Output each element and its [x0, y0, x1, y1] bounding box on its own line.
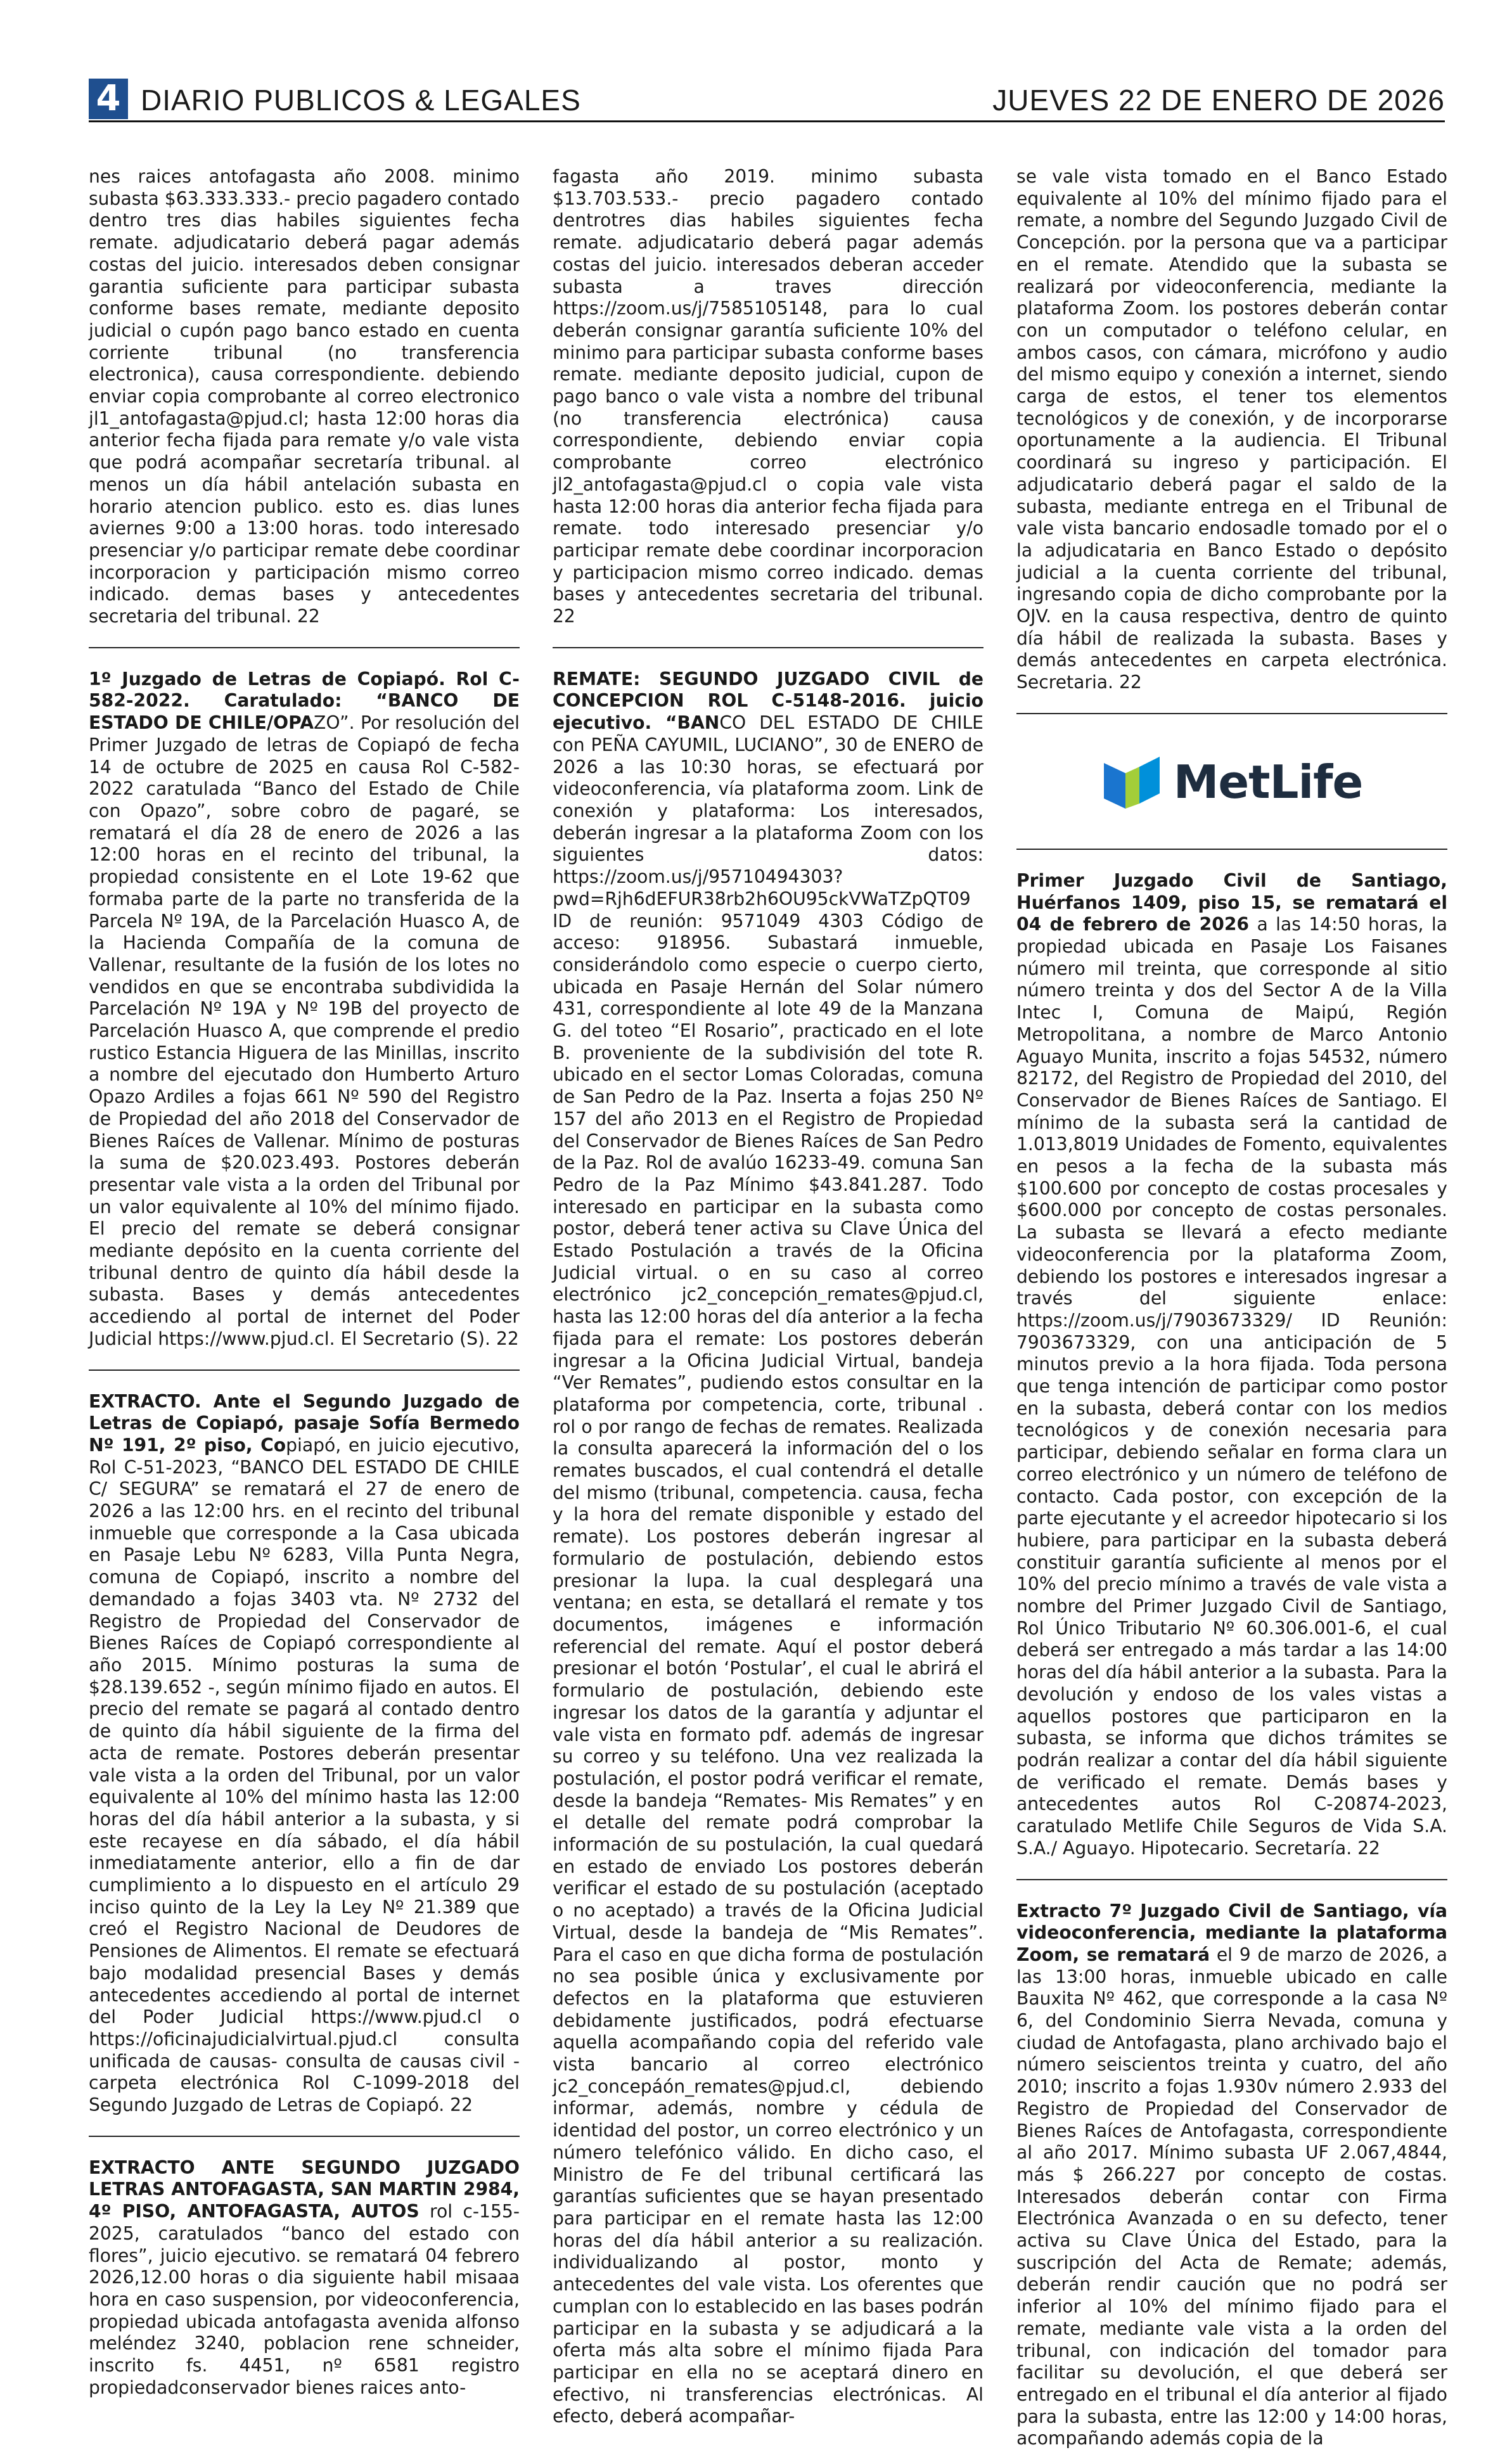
notice-heading: Primer Juzgado Civil de Santiago, Huérfanos 1409, piso 15, se rematará el 04 de febrero de 2026 [1016, 869, 1447, 935]
notice-heading: EXTRACTO ANTE SEGUNDO JUZGADO LETRAS ANTOFAGASTA, SAN MARTIN 2984, 4º PISO, ANTOFAGASTA, AUTOS [89, 2157, 520, 2222]
header-rule [89, 120, 1445, 122]
notice-divider [1016, 849, 1447, 850]
notice-body: se vale vista tomado en el Banco Estado equivalente al 10% del mínimo fijado para el remate, a nombre del Segundo Juzgado Civil de Concepción. por la persona que va a participar en el remate. Atendido que la subasta se realizará por videoconferencia, mediante la plataforma Zoom. los postores deberán contar con un computador o teléfono celular, en ambos casos, con cámara, micrófono y audio del mismo equipo y conexión a internet, siendo carga de estos, el tener tos elementos tecnológicos y de conexión, y de incorporarse oportunamente a la audiencia. El Tribunal coordinará su ingreso y participación. El adjudicatario deberá pagar el saldo de la subasta, mediante entrega en el Tribunal de vale vista bancario endosadle tomado por el o la adjudicataria en Banco Estado o depósito judicial a la cuenta corriente del tribunal, ingresando copia de dicho comprobante por la OJV. en la causa respectiva, dentro de quinto día hábil de realizada la subasta. Bases y demás antecedentes en carpeta electrónica. Secretaria. 22 [1016, 166, 1447, 693]
notice-divider [1016, 713, 1447, 714]
notice-heading: REMATE: SEGUNDO JUZGADO CIVIL de CONCEPCION ROL C-5148-2016. juicio ejecutivo. “BAN [553, 668, 983, 734]
notice-heading: EXTRACTO. Ante el Segundo Juzgado de Letras de Copiapó, pasaje Sofía Bermedo Nº 191, 2º piso, Co [89, 1390, 520, 1456]
notice-body: a las 14:50 horas, la propiedad ubicada en Pasaje Los Faisanes número mil treinta, que corresponde al sitio número treinta y dos del Sector A de la Villa Intec I, Comuna de Maipú, Región Metropolitana, a nombre de Marco Antonio Aguayo Munita, inscrito a fojas 54532, número 82172, del Registro de Propiedad del 2010, del Conservador de Bienes Raíces de Santiago. El mínimo de la subasta será la cantidad de 1.013,8019 Unidades de Fomento, equivalentes en pesos a la fecha de la subasta más $100.600 por concepto de costas procesales y $600.000 por concepto de costas personales. La subasta se llevará a efecto mediante videoconferencia por la plataforma Zoom, debiendo los postores e interesados ingresar a través del siguiente enlace: https://zoom.us/j/7903673329/ ID Reunión: 7903673329, con una anticipación de 5 minutos previo a la hora fijada. Toda persona que tenga intención de participar como postor en la subasta, deberá contar con los medios tecnológicos y de conexión necesaria para participar, debiendo señalar en forma clara un correo electrónico y un número de teléfono de contacto. Cada postor, con excepción de la parte ejecutante y el acreedor hipotecario si los hubiere, para participar en la subasta deberá constituir garantía suficiente al menos por el 10% del precio mínimo a través de vale vista a nombre del Primer Juzgado Civil de Santiago, Rol Único Tributario Nº 60.306.001-6, el cual deberá ser entregado a más tardar a las 14:00 horas del día hábil anterior a la subasta. Para la devolución y endoso de los vales vistas a aquellos postores que participaron en la subasta, se informa que dichos trámites se podrán realizar a contar del día hábil siguiente de verificado el remate. Demás bases y antecedentes autos Rol C-20874-2023, caratulado Metlife Chile Seguros de Vida S.A. S.A./ Aguayo. Hipotecario. Secretaría. 22 [1016, 914, 1447, 1859]
metlife-logo-text: MetLife [1173, 755, 1363, 809]
issue-date: JUEVES 22 DE ENERO DE 2026 [992, 84, 1445, 117]
notice-heading: Extracto 7º Juzgado Civil de Santiago, vía videoconferencia, mediante la plataforma Zoom, se rematará [1016, 1900, 1447, 1965]
notice-body: el 9 de marzo de 2026, a las 13:00 horas, inmueble ubicado en calle Bauxita Nº 462, que corresponde a la casa Nº 6, del Condominio Sierra Nevada, comuna y ciudad de Antofagasta, plano archivado bajo el número seiscientos treinta y cuatro, del año 2010; inscrito a fojas 1.930v número 2.933 del Registro de Propiedad del Conservador de Bienes Raíces de Antofagasta, correspondiente al año 2017. Mínimo subasta UF 2.067,4844, más $ 266.227 por concepto de costas. Interesados deberán contar con Firma Electrónica Avanzada o en su defecto, tener activa su Clave Única del Estado, para la suscripción del Acta de Remate; además, deberán rendir caución que no podrá ser inferior al 10% del mínimo fijado para el remate, mediante vale vista a la orden del tribunal, con indicación del tomador para facilitar su devolución, el que deberá ser entregado en el tribunal el día anterior al fijado para la subasta, entre las 12:00 y 14:00 horas, acompañando además copia de la [1016, 1944, 1447, 2449]
notice-antofagasta [89, 2157, 520, 2399]
notice-body: rol c-155-2025, caratulados “banco del estado con flores”, juicio ejecutivo. se rematará 04 febrero 2026,12.00 horas o dia siguiente habil misaaa hora en caso suspension, por videoconferencia, propiedad ubicada antofagasta avenida alfonso meléndez 3240, poblacion rene schneider, inscrito fs. 4451, nº 6581 registro propiedadconservador bienes raices anto- [89, 2201, 520, 2398]
page-header [89, 79, 1445, 119]
notice-continuation [553, 166, 983, 628]
page-number: 4 [89, 79, 128, 119]
notice-body: ZO”. Por resolución del Primer Juzgado de letras de Copiapó de fecha 14 de octubre de 2025 en causa Rol C-582-2022 caratulada “Banco del Estado de Chile con Opazo”, sobre cobro de pagaré, se rematará el día 28 de enero de 2026 a las 12:00 horas en el recinto del tribunal, la propiedad consistente en el Lote 19-62 que formaba parte de la parte no transferida de la Parcela Nº 19A, de la Parcelación Huasco A, de la Hacienda Compañía de la comuna de Vallenar, resultante de la fusión de los lotes no vendidos en que se encontraba subdividida la Parcelación Nº 19A y Nº 19B del proyecto de Parcelación Huasco A, que comprende el predio rustico Estancia Higuera de las Minillas, inscrito a nombre del ejecutado don Humberto Arturo Opazo Ardiles a fojas 661 Nº 590 del Registro de Propiedad del año 2018 del Conservador de Bienes Raíces de Vallenar. Mínimo de posturas la suma de $20.023.493. Postores deberán presentar vale vista a la orden del Tribunal por un valor equivalente al 10% del mínimo fijado. El precio del remate se deberá consignar mediante depósito en la cuenta corriente del tribunal dentro de quinto día hábil desde la subasta. Bases y demás antecedentes accediendo al portal de internet del Poder Judicial https://www.pjud.cl. El Secretario (S). 22 [89, 712, 520, 1349]
notice-body: CO DEL ESTADO DE CHILE con PEÑA CAYUMIL, LUCIANO”, 30 de ENERO de 2026 a las 10:30 horas, se efectuará por videoconferencia, vía plataforma zoom. Link de conexión y plataforma: Los interesados, deberán ingresar a la plataforma Zoom con los siguientes datos: https://zoom.us/j/95710494303?pwd=Rjh6dEFUR38rb2h6OU95ckVWaTZpQT09 ID de reunión: 9571049 4303 Código de acceso: 918956. Subastará inmueble, considerándolo como especie o cuerpo cierto, ubicada en Pasaje Hernán del Solar número 431, correspondiente al lote 49 de la Manzana G. del toteo “El Rosario”, practicado en el lote B. proveniente de la subdivisión del tote R. ubicado en el sector Lomas Coloradas, comuna de San Pedro de la Paz. Inserta a fojas 250 Nº 157 del año 2013 en el Registro de Propiedad del Conservador de Bienes Raíces de San Pedro de la Paz. Rol de avalúo 16233-49. comuna San Pedro de la Paz Mínimo $43.841.287. Todo interesado en participar en la subasta como postor, deberá tener activa su Clave Única del Estado Postulación a través de la Oficina Judicial virtual. o en su caso al correo electrónico jc2_concepción_remates@pjud.cl, hasta las 12:00 horas del día anterior a la fecha fijada para el remate: Los postores deberán ingresar a la Oficina Judicial Virtual, bandeja “Ver Remates”, pudiendo estos consultar en la plataforma por competencia, corte, tribunal . rol o por rango de fechas de remates. Realizada la consulta aparecerá la información del o los remates buscados, el cual contendrá el detalle del mismo (tribunal, competencia. causa, fecha y la hora del remate disponible y estado del remate). Los postores deberán ingresar al formulario de postulación, debiendo estos presionar la lupa. la cual desplegará una ventana; en esta, se detallará el remate y tos documentos, imágenes e información referencial del remate. Aquí el postor deberá presionar el botón ‘Postular’, el cual le abrirá el formulario de postulación, debiendo este ingresar los datos de la garantía y adjuntar el vale vista en formato pdf. además de ingresar su correo y su teléfono. Una vez realizada la postulación, el postor podrá verificar el remate, desde la bandeja “Remates- Mis Remates” y en el detalle del remate podrá comprobar la información de su postulación, la cual quedará en estado de enviado Los postores deberán verificar el estado de su postulación (aceptado o no aceptado) a través de la Oficina Judicial Virtual, desde la bandeja de “Mis Remates”. Para el caso en que dicha forma de postulación no sea posible única y exclusivamente por defectos en la plataforma que estuvieren debidamente justificados, podrá efectuarse aquella acompañando copia del referido vale vista bancario al correo electrónico jc2_concepáón_remates@pjud.cl, debiendo informar, además, nombre y cédula de identidad del postor, un correo electrónico y un número telefónico válido. En dicho caso, el Ministro de Fe del tribunal certificará las garantías suficientes que se hayan presentado para participar en el remate hasta las 12:00 horas del día hábil anterior a su realización. individualizando al postor, monto y antecedentes del vale vista. Los oferentes que cumplan con lo establecido en las bases podrán participar en la subasta y se adjudicará a la oferta más alta sobre el mínimo fijada Para participar en ella no se aceptará dinero en efectivo, ni transferencias electrónicas. Al efecto, deberá acompañar- [553, 712, 983, 2427]
metlife-logo-icon [1101, 752, 1162, 812]
notice-body: nes raices antofagasta año 2008. minimo subasta $63.333.333.- precio pagadero contado dentro tres dias habiles siguientes fecha remate. adjudicatario deberá pagar además costas del juicio. interesados deben consignar garantia suficiente para participar subasta conforme bases remate, mediante deposito judicial o cupón pago banco estado en cuenta corriente tribunal (no transferencia electronica), causa correspondiente. debiendo enviar copia comprobante al correo electronico jl1_antofagasta@pjud.cl; hasta 12:00 horas dia anterior fecha fijada para remate y/o vale vista que podrá acompañar secretaría tribunal. al menos un día hábil antelación subasta en horario atencion publico. esto es. dias lunes aviernes 9:00 a 13:00 horas. todo interesado presenciar y/o participar remate debe coordinar incorporacion y participación mismo correo indicado. demas bases y antecedentes secretaria del tribunal. 22 [89, 166, 520, 627]
notice-body: piapó, en juicio ejecutivo, Rol C-51-2023, “BANCO DEL ESTADO DE CHILE C/ SEGURA” se rematará el 27 de enero de 2026 a las 12:00 hrs. en el recinto del tribunal inmueble que corresponde a la Casa ubicada en Pasaje Lebu Nº 6283, Villa Punta Negra, comuna de Copiapó, inscrito a nombre del demandado a fojas 3403 vta. Nº 2732 del Registro de Propiedad del Conservador de Bienes Raíces de Copiapó correspondiente al año 2015. Mínimo posturas la suma de $28.139.652 -, según mínimo fijado en autos. El precio del remate se pagará al contado dentro de quinto día hábil siguiente de la firma del acta de remate. Postores deberán presentar vale vista a la orden del Tribunal, por un valor equivalente al 10% del mínimo hasta las 12:00 horas del día hábil anterior a la subasta, y si este recayese en día sábado, el día hábil inmediatamente anterior, ello a fin de dar cumplimiento a lo dispuesto en el artículo 29 inciso quinto de la Ley la Ley Nº 21.389 que creó el Registro Nacional de Deudores de Pensiones de Alimentos. El remate se efectuará bajo modalidad presencial Bases y demás antecedentes accediendo al portal de internet del Poder Judicial https://www.pjud.cl o https://oficinajudicialvirtual.pjud.cl consulta unificada de causas- consulta de causas civil - carpeta electrónica Rol C-1099-2018 del Segundo Juzgado de Letras de Copiapó. 22 [89, 1434, 520, 2116]
notice-heading: 1º Juzgado de Letras de Copiapó. Rol C-582-2022. Caratulado: “BANCO DE ESTADO DE CHILE/OPA [89, 668, 520, 734]
notice-copiapo-1 [89, 669, 520, 1350]
column-1 [89, 166, 520, 2399]
notice-body: fagasta año 2019. minimo subasta $13.703.533.- precio pagadero contado dentrotres dias habiles siguientes fecha remate. adjudicatario deberá pagar además costas del juicio. interesados deberan acceder subasta a traves dirección https://zoom.us/j/7585105148, para lo cual deberán consignar garantía suficiente 10% del minimo para participar subasta conforme bases remate. mediante deposito judicial, cupon de pago banco o vale vista a nombre del tribunal (no transferencia electrónica) causa correspondiente, debiendo enviar copia comprobante correo electrónico jl2_antofagasta@pjud.cl o copia vale vista hasta 12:00 horas dia anterior fecha fijada para remate. todo interesado presenciar y/o participar remate debe coordinar incorporacion y participacion mismo correo indicado. demas bases y antecedentes secretaria del tribunal. 22 [553, 166, 983, 627]
notice-divider [89, 647, 520, 648]
notice-divider [1016, 1879, 1447, 1880]
notice-divider [89, 1369, 520, 1371]
notice-divider [89, 2136, 520, 2137]
notice-copiapo-2 [89, 1391, 520, 2117]
section-title: DIARIO PUBLICOS & LEGALES [141, 84, 581, 117]
notice-continuation [89, 166, 520, 628]
notice-santiago-7 [1016, 1901, 1447, 2450]
notice-divider [553, 647, 983, 648]
notice-continuation [1016, 166, 1447, 694]
column-2 [553, 166, 983, 2428]
notice-concepcion [553, 669, 983, 2428]
notice-santiago-1 [1016, 870, 1447, 1860]
column-3 [1016, 166, 1447, 2450]
metlife-logo [1016, 734, 1447, 830]
